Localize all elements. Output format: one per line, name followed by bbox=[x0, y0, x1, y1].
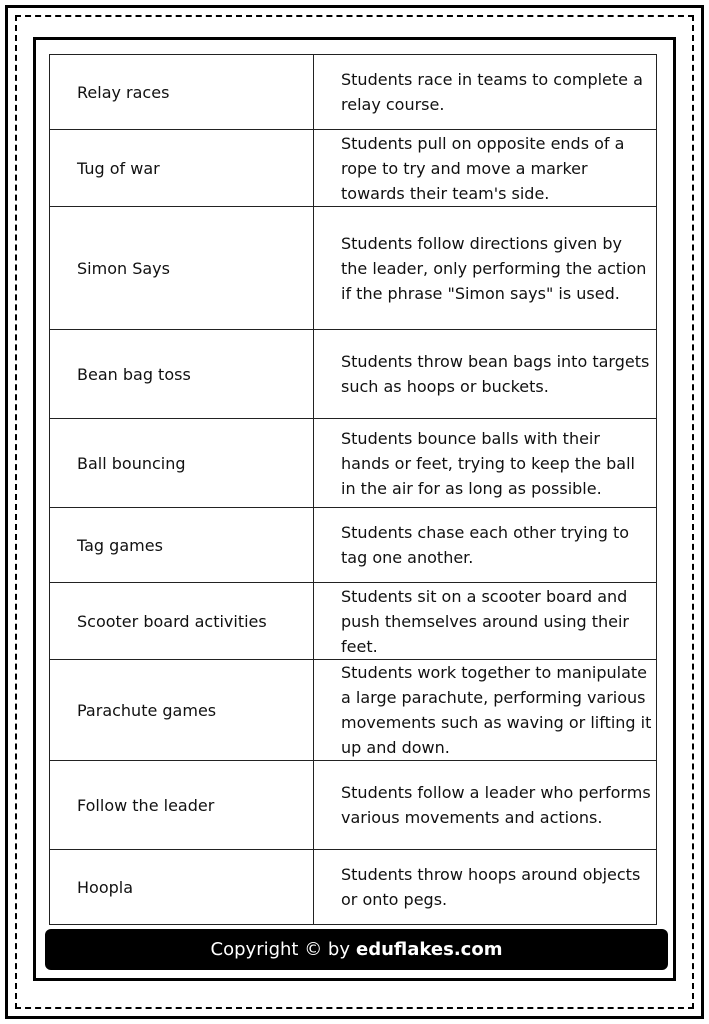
table-row bbox=[50, 207, 657, 330]
copyright-banner bbox=[45, 929, 668, 970]
activity-name: Follow the leader bbox=[50, 761, 314, 850]
table-row bbox=[50, 419, 657, 508]
activity-name: Tug of war bbox=[50, 130, 314, 207]
activity-description: Students follow a leader who performs various movements and actions. bbox=[314, 761, 657, 850]
site-name: eduflakes.com bbox=[356, 939, 503, 960]
activity-name: Parachute games bbox=[50, 660, 314, 761]
activity-name: Bean bag toss bbox=[50, 330, 314, 419]
activities-table bbox=[49, 54, 657, 925]
table-row bbox=[50, 508, 657, 583]
table-row bbox=[50, 330, 657, 419]
activity-description: Students throw hoops around objects or onto pegs. bbox=[314, 850, 657, 925]
activity-name: Scooter board activities bbox=[50, 583, 314, 660]
activity-description: Students throw bean bags into targets such as hoops or buckets. bbox=[314, 330, 657, 419]
table-row bbox=[50, 55, 657, 130]
activity-description: Students work together to manipulate a large parachute, performing various movements such as waving or lifting it up and down. bbox=[314, 660, 657, 761]
table-row bbox=[50, 761, 657, 850]
activity-name: Relay races bbox=[50, 55, 314, 130]
activity-name: Tag games bbox=[50, 508, 314, 583]
activity-description: Students pull on opposite ends of a rope to try and move a marker towards their team's side. bbox=[314, 130, 657, 207]
activity-description: Students race in teams to complete a relay course. bbox=[314, 55, 657, 130]
activity-name: Simon Says bbox=[50, 207, 314, 330]
activity-name: Ball bouncing bbox=[50, 419, 314, 508]
activity-description: Students chase each other trying to tag one another. bbox=[314, 508, 657, 583]
activity-description: Students follow directions given by the leader, only performing the action if the phrase "Simon says" is used. bbox=[314, 207, 657, 330]
activity-description: Students bounce balls with their hands or feet, trying to keep the ball in the air for as long as possible. bbox=[314, 419, 657, 508]
table-row bbox=[50, 850, 657, 925]
table-row bbox=[50, 583, 657, 660]
activity-description: Students sit on a scooter board and push themselves around using their feet. bbox=[314, 583, 657, 660]
table-row bbox=[50, 660, 657, 761]
activity-name: Hoopla bbox=[50, 850, 314, 925]
table-row bbox=[50, 130, 657, 207]
copyright-text: Copyright © by bbox=[210, 939, 351, 960]
